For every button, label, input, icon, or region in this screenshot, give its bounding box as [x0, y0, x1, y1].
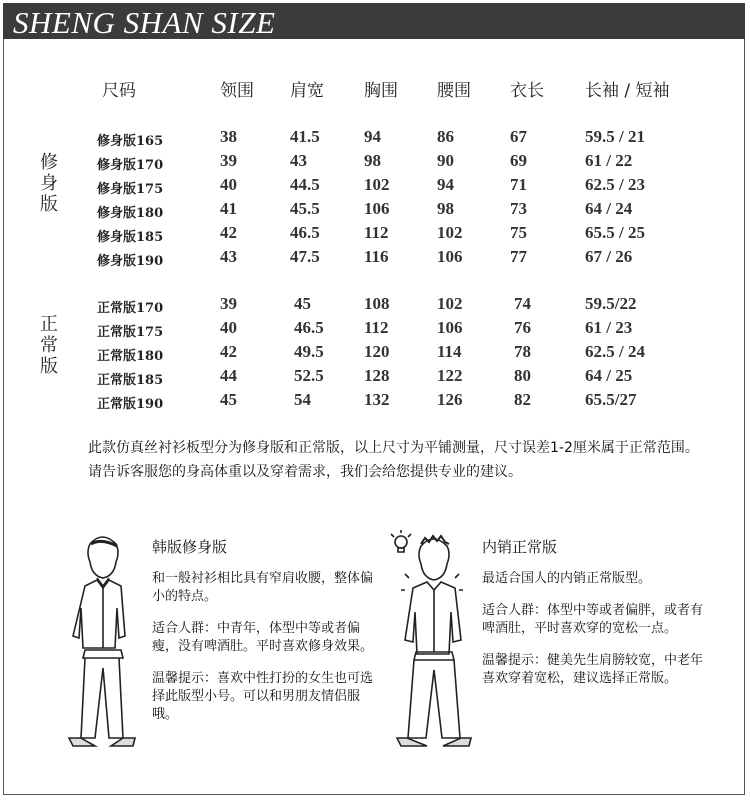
column-chest-cell: 128	[364, 366, 390, 385]
column-collar-cell: 40	[220, 318, 237, 337]
column-size-cell: 修身版190	[97, 254, 164, 269]
column-chest-cell: 120	[364, 342, 390, 361]
column-length-cell: 71	[510, 175, 527, 194]
column-sleeve-header: 长袖 / 短袖	[585, 81, 670, 101]
column-shoulder-cell: 46.5	[294, 318, 324, 337]
column-size-cell: 修身版165	[97, 134, 164, 149]
column-collar-cell: 44	[220, 366, 237, 385]
column-length-cell: 78	[514, 342, 531, 361]
fit-paragraph: 最适合国人的内销正常版型。	[482, 571, 652, 586]
column-size-header: 尺码	[102, 81, 136, 101]
column-collar-cell: 39	[220, 151, 237, 170]
column-size-cell: 修身版170	[97, 158, 164, 173]
column-sleeve-cell: 64 / 24	[585, 199, 633, 218]
column-length-cell: 67	[510, 127, 527, 146]
column-collar-cell: 39	[220, 294, 237, 313]
column-sleeve-cell: 64 / 25	[585, 366, 633, 385]
column-length-cell: 82	[514, 390, 531, 409]
column-waist-cell: 106	[437, 247, 463, 266]
column-collar-cell: 42	[220, 342, 237, 361]
column-shoulder-cell: 45	[294, 294, 311, 313]
column-chest-cell: 94	[364, 127, 381, 146]
column-collar-cell: 45	[220, 390, 237, 409]
column-length-cell: 74	[514, 294, 531, 313]
group-label-slim: 修 身 版	[40, 152, 58, 215]
column-sleeve-cell: 65.5/27	[585, 390, 637, 409]
column-size-cell: 修身版180	[97, 206, 164, 221]
column-shoulder-cell: 52.5	[294, 366, 324, 385]
column-size-cell: 正常版175	[97, 325, 164, 340]
column-length-cell: 69	[510, 151, 527, 170]
column-chest-cell: 108	[364, 294, 390, 313]
column-length-cell: 73	[510, 199, 527, 218]
column-waist-cell: 90	[437, 151, 454, 170]
column-length-header: 衣长	[510, 81, 544, 101]
column-sleeve-cell: 65.5 / 25	[585, 223, 645, 242]
column-shoulder-cell: 45.5	[290, 199, 320, 218]
column-sleeve-cell: 67 / 26	[585, 247, 633, 266]
column-collar-cell: 41	[220, 199, 237, 218]
column-waist-cell: 114	[437, 342, 462, 361]
column-waist-cell: 94	[437, 175, 454, 194]
column-length-cell: 76	[514, 318, 531, 337]
header-bar	[3, 3, 745, 39]
column-sleeve-cell: 62.5 / 23	[585, 175, 645, 194]
fit-title-slim: 韩版修身版	[152, 538, 228, 556]
column-size-cell: 正常版170	[97, 301, 164, 316]
column-sleeve-cell: 61 / 22	[585, 151, 633, 170]
column-waist-cell: 98	[437, 199, 454, 218]
fit-paragraph: 和一般衬衫相比具有窄肩收腰，整体偏小的特点。	[152, 571, 374, 604]
column-sleeve-cell: 59.5/22	[585, 294, 637, 313]
column-waist-cell: 102	[437, 294, 463, 313]
brand-title: SHENG SHAN SIZE	[13, 5, 276, 40]
column-sleeve-cell: 59.5 / 21	[585, 127, 645, 146]
size-note: 此款仿真丝衬衫板型分为修身版和正常版，以上尺寸为平铺测量，尺寸误差1-2厘米属于正常范围。请告诉客服您的身高体重以及穿着需求，我们会给您提供专业的建议。	[88, 440, 699, 480]
column-chest-cell: 106	[364, 199, 390, 218]
column-shoulder-cell: 44.5	[290, 175, 320, 194]
group-label-regular: 正 常 版	[40, 314, 58, 377]
column-chest-cell: 132	[364, 390, 390, 409]
fit-title-regular: 内销正常版	[482, 538, 558, 556]
column-chest-cell: 116	[364, 247, 389, 266]
fit-paragraph: 适合人群：中青年，体型中等或者偏瘦，没有啤酒肚。平时喜欢修身效果。	[152, 621, 374, 654]
fit-paragraph: 适合人群：体型中等或者偏胖，或者有啤酒肚，平时喜欢穿的宽松一点。	[482, 603, 704, 636]
column-size-cell: 正常版190	[97, 397, 164, 412]
column-chest-cell: 102	[364, 175, 390, 194]
column-size-cell: 修身版185	[97, 230, 164, 245]
slim-man-illustration	[55, 530, 150, 750]
column-collar-cell: 43	[220, 247, 237, 266]
column-waist-cell: 126	[437, 390, 463, 409]
column-shoulder-cell: 41.5	[290, 127, 320, 146]
column-shoulder-cell: 49.5	[294, 342, 324, 361]
column-shoulder-cell: 46.5	[290, 223, 320, 242]
column-chest-header: 胸围	[364, 81, 398, 101]
column-collar-cell: 38	[220, 127, 237, 146]
column-waist-header: 腰围	[437, 81, 471, 101]
column-size-cell: 正常版185	[97, 373, 164, 388]
column-shoulder-cell: 43	[290, 151, 307, 170]
column-chest-cell: 112	[364, 223, 389, 242]
column-chest-cell: 98	[364, 151, 381, 170]
fit-description-slim	[152, 570, 382, 738]
column-collar-header: 领围	[220, 81, 254, 101]
column-shoulder-cell: 47.5	[290, 247, 320, 266]
fit-paragraph: 温馨提示：喜欢中性打扮的女生也可选择此版型小号。可以和男朋友情侣服哦。	[152, 671, 374, 722]
column-chest-cell: 112	[364, 318, 389, 337]
column-sleeve-cell: 61 / 23	[585, 318, 633, 337]
column-length-cell: 75	[510, 223, 527, 242]
column-length-cell: 80	[514, 366, 531, 385]
column-shoulder-header: 肩宽	[290, 81, 324, 101]
column-waist-cell: 106	[437, 318, 463, 337]
column-collar-cell: 40	[220, 175, 237, 194]
column-waist-cell: 122	[437, 366, 463, 385]
column-waist-cell: 102	[437, 223, 463, 242]
fit-paragraph: 温馨提示：健美先生肩膀较宽，中老年喜欢穿着宽松，建议选择正常版。	[482, 653, 704, 686]
column-sleeve-cell: 62.5 / 24	[585, 342, 645, 361]
column-shoulder-cell: 54	[294, 390, 311, 409]
column-length-cell: 77	[510, 247, 527, 266]
fit-description-regular	[482, 570, 712, 702]
column-waist-cell: 86	[437, 127, 454, 146]
column-size-cell: 正常版180	[97, 349, 164, 364]
column-collar-cell: 42	[220, 223, 237, 242]
regular-man-illustration	[385, 530, 480, 750]
column-size-cell: 修身版175	[97, 182, 164, 197]
